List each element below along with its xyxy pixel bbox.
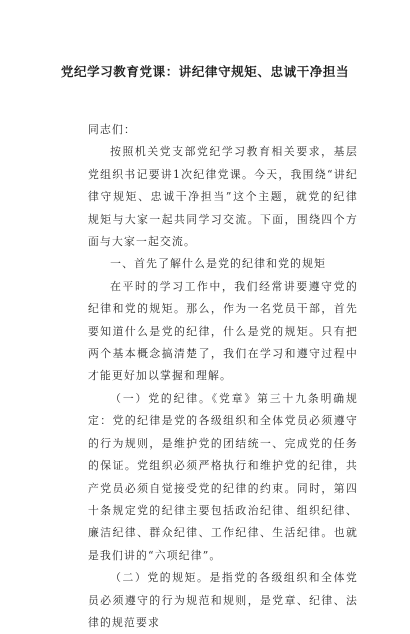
salutation: 同志们： (88, 123, 136, 136)
paragraph-intro: 按照机关党支部党纪学习教育相关要求，基层党组织书记要讲1次纪律党课。今天，我围绕“讲纪律守规矩、忠诚干净担当”这个主题，就党的纪律规矩与大家一起共同学习交流。下面，围绕四个方面与大家一起交流。 (88, 145, 358, 249)
document-title: 党纪学习教育党课：讲纪律守规矩、忠诚干净担当 (60, 64, 350, 79)
paragraph-party-discipline: （一）党的纪律。《党章》第三十九条明确规定：党的纪律是党的各级组织和全体党员必须遵守的行为规则，是维护党的团结统一、完成党的任务的保证。党组织必须严格执行和维护党的纪律，共产党员必须自觉接受党的纪律的约束。同时，第四十条规定党的纪律主要包括政治纪律、组织纪律、廉洁纪律、群众纪律、工作纪律、生活纪律。也就是我们讲的“六项纪律”。 (88, 391, 358, 562)
document-body (88, 119, 358, 634)
paragraph-section-1: 在平时的学习工作中，我们经常讲要遵守党的纪律和党的规矩。那么，作为一名党员干部，首先要知道什么是党的纪律，什么是党的规矩。只有把两个基本概念搞清楚了，我们在学习和遵守过程中才能更好加以掌握和理解。 (88, 279, 358, 383)
section-heading-1: 一、首先了解什么是党的纪律和党的规矩 (110, 257, 327, 271)
paragraph-party-rules: （二）党的规矩。是指党的各级组织和全体党员必须遵守的行为规范和规则，是党章、纪律、法律的规范要求 (88, 571, 358, 629)
